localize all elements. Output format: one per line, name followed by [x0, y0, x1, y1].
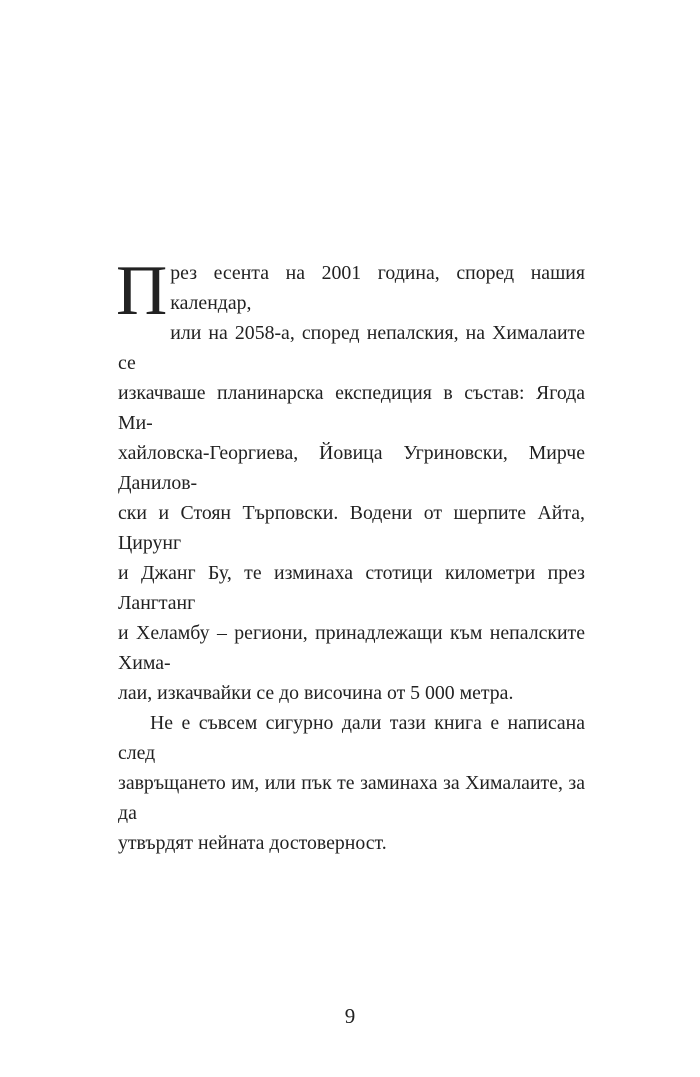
text-line: Не е съвсем сигурно дали тази книга е написана след — [118, 712, 585, 764]
body-text — [116, 252, 585, 858]
paragraph-2 — [118, 708, 585, 858]
text-line: завръщането им, или пък те заминаха за Хималаите, за да — [118, 772, 585, 824]
text-line: ски и Стоян Търповски. Водени от шерпите Айта, Цирунг — [118, 502, 585, 554]
text-line: лаи, изкачвайки се до височина от 5 000 метра. — [118, 682, 514, 704]
text-line: рез есента на 2001 година, според нашия календар, — [170, 262, 585, 314]
text-line: и Хеламбу – региони, принадлежащи към непалските Хима- — [118, 622, 585, 674]
drop-cap: П — [116, 252, 168, 330]
page-number: 9 — [344, 1004, 356, 1028]
text-line: хайловска-Георгиева, Йовица Угриновски, Мирче Данилов- — [118, 442, 585, 494]
text-line: утвърдят нейната достоверност. — [118, 832, 387, 854]
paragraph-1 — [116, 252, 585, 708]
text-line: или на 2058-а, според непалския, на Хималаите се — [118, 322, 585, 374]
text-line: изкачваше планинарска експедиция в състав: Ягода Ми- — [118, 382, 585, 434]
text-line: и Джанг Бу, те изминаха стотици километри през Лангтанг — [118, 562, 585, 614]
